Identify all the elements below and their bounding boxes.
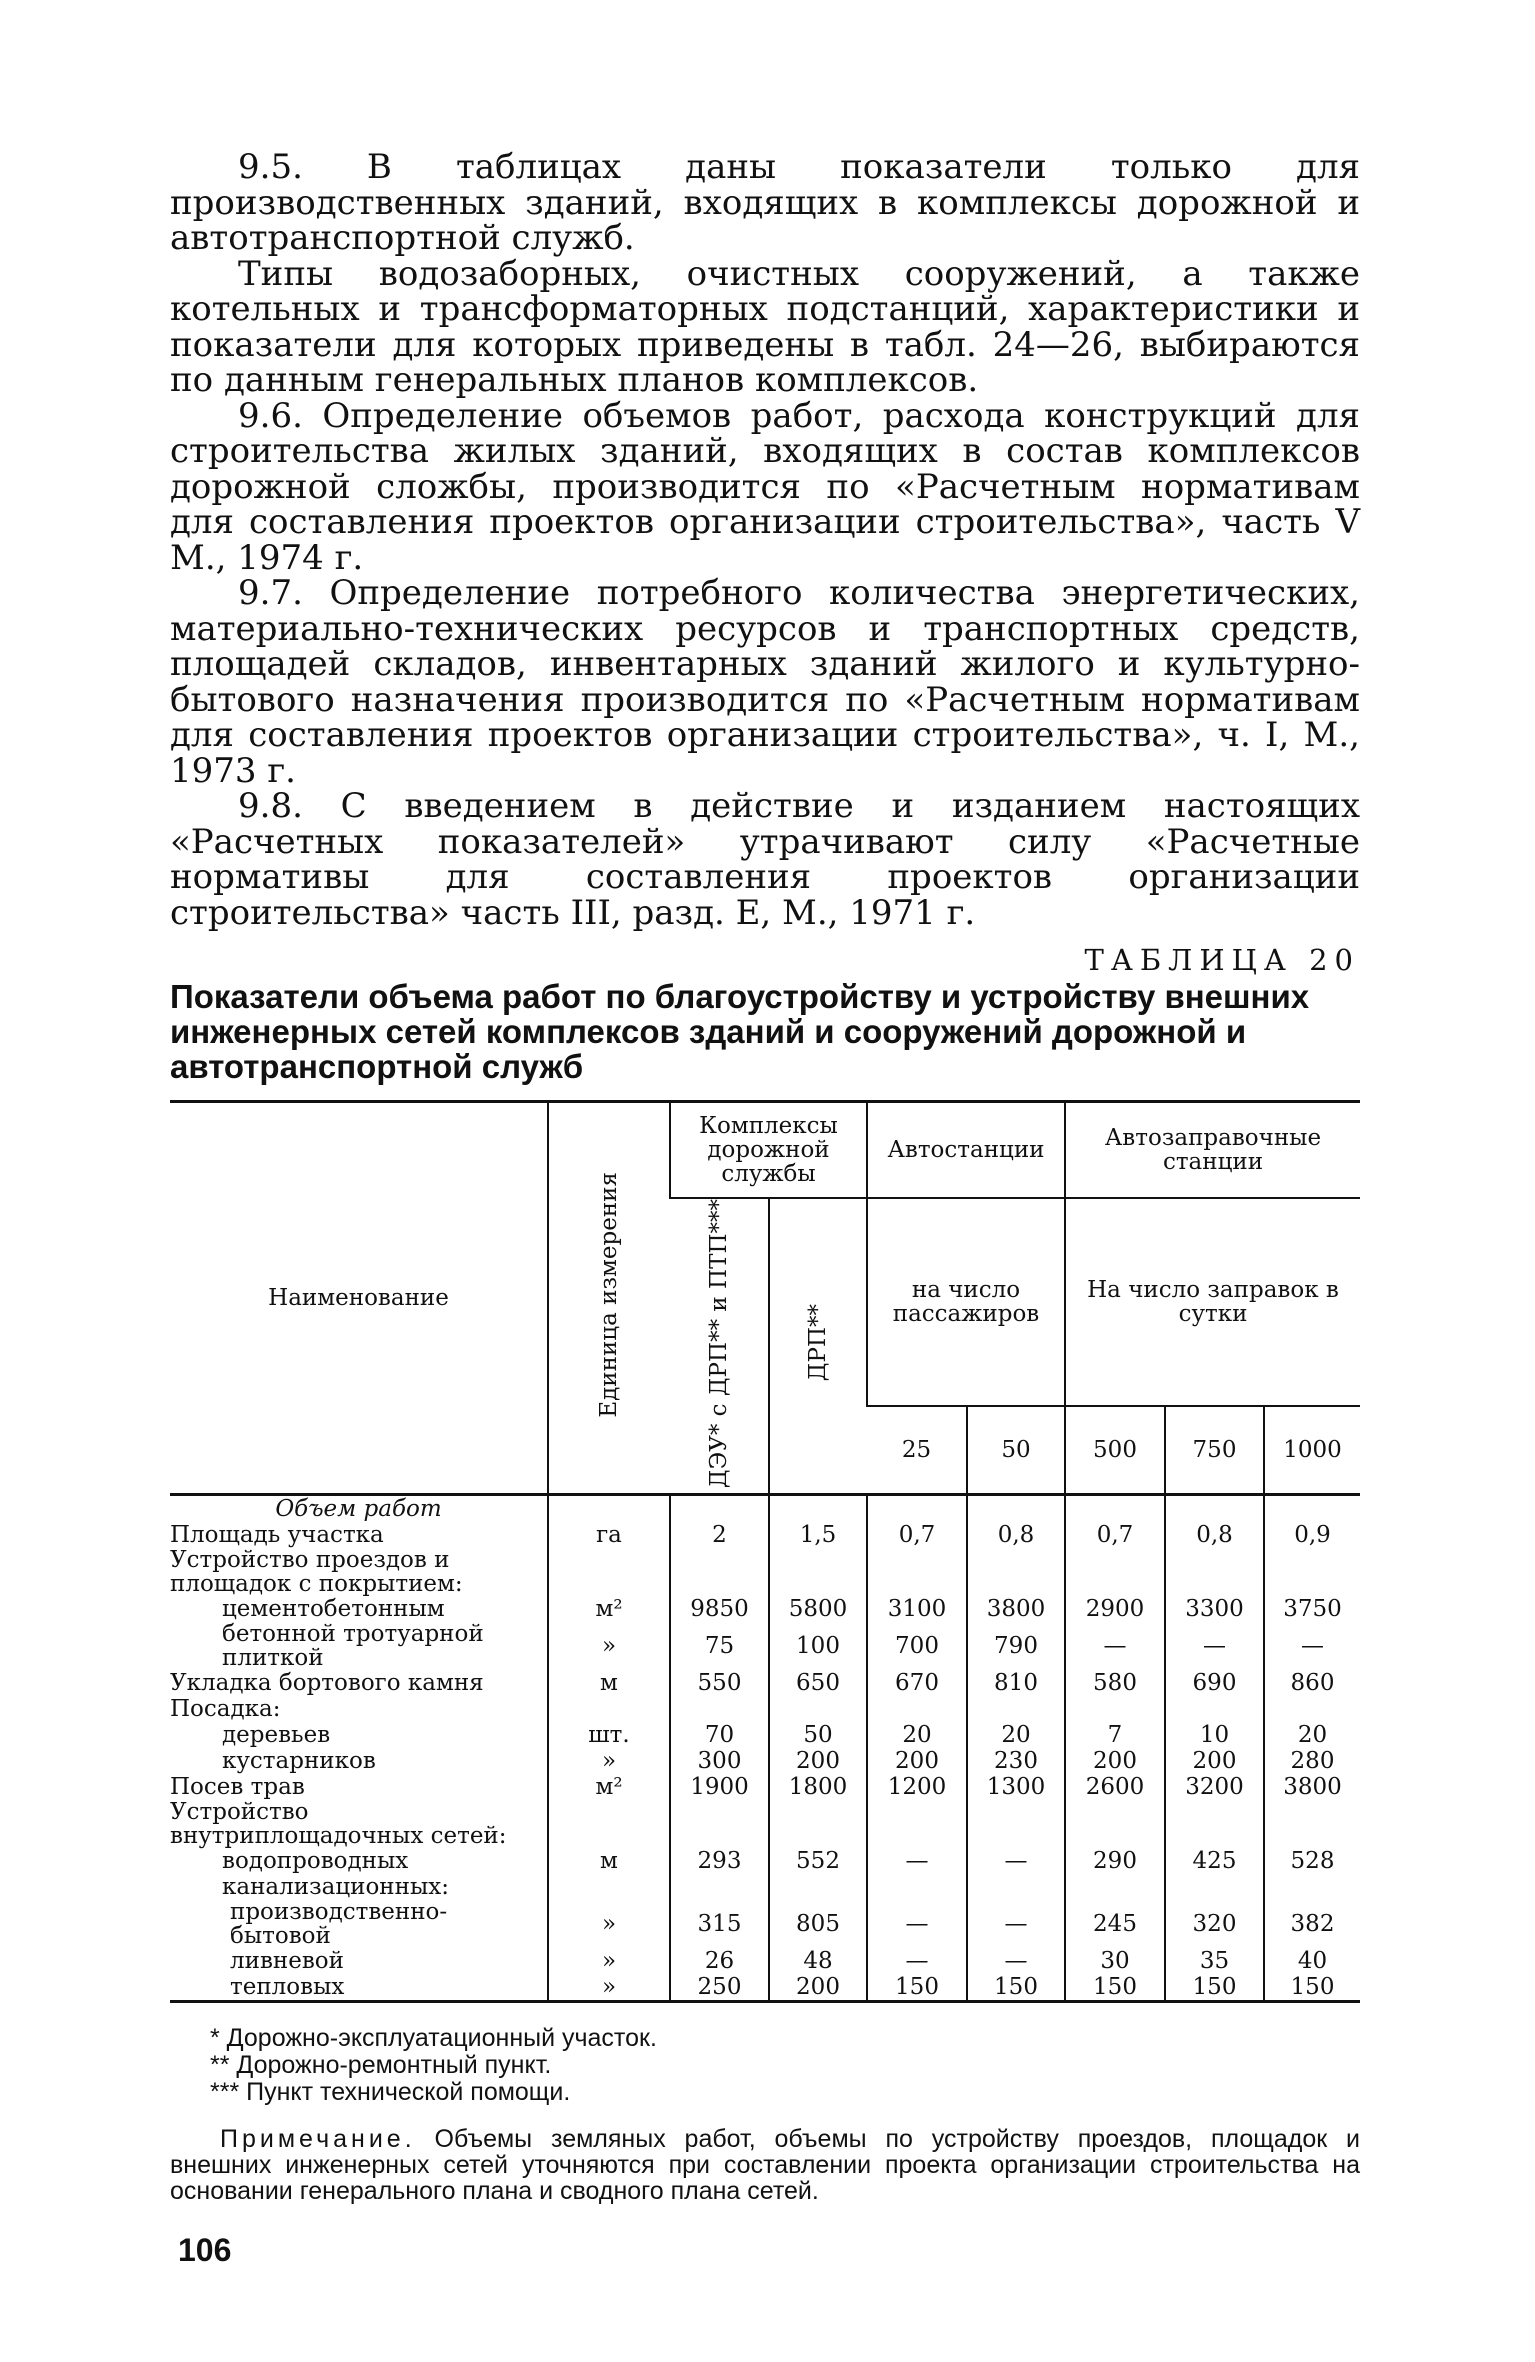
row-value: 1300 xyxy=(967,1774,1065,1800)
row-value: 790 xyxy=(967,1622,1065,1670)
row-value: 0,9 xyxy=(1264,1522,1360,1548)
table-label: ТАБЛИЦА 20 xyxy=(1084,943,1360,977)
row-value: 26 xyxy=(670,1948,769,1974)
row-value: 9850 xyxy=(670,1596,769,1622)
row-value: 280 xyxy=(1264,1748,1360,1774)
row-value: — xyxy=(967,1848,1065,1874)
row-name: бетонной тротуарной плиткой xyxy=(222,1620,484,1671)
row-unit xyxy=(548,1548,670,1596)
row-value xyxy=(867,1548,967,1596)
row-value: 1200 xyxy=(867,1774,967,1800)
row-value: 2 xyxy=(670,1522,769,1548)
row-value: 30 xyxy=(1065,1948,1165,1974)
paragraph-9-8: 9.8. С введением в действие и изданием настоящих «Расчетных показателей» утрачивают силу «Расчетные нормативы для составления проектов организации строительства» часть III, разд. Е, М., 1971 г. xyxy=(170,786,1360,933)
row-value: 670 xyxy=(867,1670,967,1696)
row-value: 0,7 xyxy=(867,1522,967,1548)
row-name: водопроводных xyxy=(222,1847,409,1874)
row-value xyxy=(967,1548,1065,1596)
row-value xyxy=(1065,1874,1165,1900)
footnote-1: * Дорожно-эксплуатационный участок. xyxy=(210,2023,657,2052)
row-value: 1900 xyxy=(670,1774,769,1800)
row-value: — xyxy=(1264,1622,1360,1670)
row-unit: м² xyxy=(548,1596,670,1622)
row-name: Устройство проездов и площадок с покрытием: xyxy=(170,1546,463,1597)
row-value: 20 xyxy=(967,1722,1065,1748)
row-value: 200 xyxy=(769,1748,867,1774)
row-value: 75 xyxy=(670,1622,769,1670)
page-body xyxy=(170,147,1360,2269)
data-table xyxy=(170,1100,1360,2003)
paragraph-types: Типы водозаборных, очистных сооружений, а также котельных и трансформаторных подстанций, характеристики и показатели для которых приведены в табл. 24—26, выбираются по данным генеральных планов комплексов. xyxy=(170,253,1360,400)
row-unit: м² xyxy=(548,1774,670,1800)
table-row xyxy=(170,1800,1360,1848)
row-name: тепловых xyxy=(230,1973,345,2000)
table-row xyxy=(170,1874,1360,1900)
header-unit-text: Единица измерения xyxy=(596,1172,622,1419)
row-value: 580 xyxy=(1065,1670,1165,1696)
row-value: 20 xyxy=(1264,1722,1360,1748)
section-row xyxy=(170,1494,1360,1522)
footnote-2: ** Дорожно-ремонтный пункт. xyxy=(210,2050,552,2079)
row-value: 320 xyxy=(1165,1900,1264,1948)
header-fuel-sub: На число заправок в сутки xyxy=(1065,1198,1360,1407)
header-road-sub-1-text: ДЭУ* с ДРП** и ПТП*** xyxy=(706,1198,732,1488)
row-value: 150 xyxy=(1264,1974,1360,2002)
row-unit: » xyxy=(548,1900,670,1948)
row-value xyxy=(1264,1548,1360,1596)
table-body xyxy=(170,1494,1360,2001)
row-value xyxy=(867,1696,967,1722)
header-group-fuel: Автозаправочные станции xyxy=(1065,1102,1360,1198)
page-number: 106 xyxy=(178,2231,232,2268)
row-value: 315 xyxy=(670,1900,769,1948)
table-row xyxy=(170,1696,1360,1722)
row-value xyxy=(1065,1548,1165,1596)
row-value: 20 xyxy=(867,1722,967,1748)
row-unit: » xyxy=(548,1948,670,1974)
row-value: 35 xyxy=(1165,1948,1264,1974)
row-value xyxy=(769,1800,867,1848)
row-value: 200 xyxy=(1165,1748,1264,1774)
row-value: 1800 xyxy=(769,1774,867,1800)
table-row xyxy=(170,1548,1360,1596)
row-value: 290 xyxy=(1065,1848,1165,1874)
row-name: канализационных: xyxy=(222,1873,449,1900)
row-value: 0,8 xyxy=(967,1522,1065,1548)
row-name: Устройство внутриплощадочных сетей: xyxy=(170,1798,507,1849)
row-value: — xyxy=(967,1948,1065,1974)
header-group-bus: Автостанции xyxy=(867,1102,1065,1198)
footnote-3: *** Пункт технической помощи. xyxy=(210,2077,571,2106)
row-value: 805 xyxy=(769,1900,867,1948)
row-unit: » xyxy=(548,1622,670,1670)
section-title: Объем работ xyxy=(275,1495,442,1522)
row-value xyxy=(670,1696,769,1722)
header-bus-50: 50 xyxy=(967,1406,1065,1494)
row-value: 0,7 xyxy=(1065,1522,1165,1548)
row-value: — xyxy=(867,1848,967,1874)
row-value: 382 xyxy=(1264,1900,1360,1948)
row-value: 690 xyxy=(1165,1670,1264,1696)
row-value: 552 xyxy=(769,1848,867,1874)
row-value: — xyxy=(967,1900,1065,1948)
note-lead: Примечание. xyxy=(220,2124,416,2153)
row-name: деревьев xyxy=(222,1721,331,1748)
row-value: 860 xyxy=(1264,1670,1360,1696)
note-text: Объемы земляных работ, объемы по устройству проездов, площадок и внешних инженерных сетей уточняются при составлении проекта организации строительства на основании генерального плана и сводного плана сетей. xyxy=(170,2124,1360,2205)
header-fuel-1000: 1000 xyxy=(1264,1406,1360,1494)
row-value xyxy=(967,1800,1065,1848)
row-value: 150 xyxy=(967,1974,1065,2002)
row-value: 2900 xyxy=(1065,1596,1165,1622)
row-value: 70 xyxy=(670,1722,769,1748)
row-value: 3750 xyxy=(1264,1596,1360,1622)
row-value: 48 xyxy=(769,1948,867,1974)
table-row xyxy=(170,1900,1360,1948)
row-unit: шт. xyxy=(548,1722,670,1748)
row-name: ливневой xyxy=(230,1947,344,1974)
paragraph-9-5: 9.5. В таблицах даны показатели только для производственных зданий, входящих в комплексы дорожной и автотранспортной служб. xyxy=(170,147,1360,258)
header-fuel-750: 750 xyxy=(1165,1406,1264,1494)
row-name: Посадка: xyxy=(170,1695,281,1722)
row-name: кустарников xyxy=(222,1747,376,1774)
row-value: 7 xyxy=(1065,1722,1165,1748)
row-value: 650 xyxy=(769,1670,867,1696)
row-value xyxy=(769,1548,867,1596)
row-name: Посев трав xyxy=(170,1773,305,1800)
header-road-sub-2 xyxy=(769,1198,867,1495)
row-value xyxy=(1165,1548,1264,1596)
table-row xyxy=(170,1748,1360,1774)
row-value: 250 xyxy=(670,1974,769,2002)
row-value: 1,5 xyxy=(769,1522,867,1548)
table-row xyxy=(170,1670,1360,1696)
row-unit: га xyxy=(548,1522,670,1548)
footnotes xyxy=(170,2025,1360,2106)
row-value xyxy=(1165,1800,1264,1848)
row-value xyxy=(967,1696,1065,1722)
row-value: 810 xyxy=(967,1670,1065,1696)
table-note xyxy=(170,2126,1360,2204)
table-row xyxy=(170,1596,1360,1622)
header-group-road: Комплексы дорожной службы xyxy=(670,1102,867,1198)
row-unit: » xyxy=(548,1748,670,1774)
row-value: 3800 xyxy=(1264,1774,1360,1800)
row-value xyxy=(1065,1800,1165,1848)
row-value: 3100 xyxy=(867,1596,967,1622)
header-fuel-500: 500 xyxy=(1065,1406,1165,1494)
row-value: 425 xyxy=(1165,1848,1264,1874)
row-value xyxy=(670,1548,769,1596)
row-unit xyxy=(548,1696,670,1722)
row-value xyxy=(1165,1874,1264,1900)
header-road-sub-2-text: ДРП** xyxy=(805,1304,831,1382)
row-unit xyxy=(548,1800,670,1848)
row-value: — xyxy=(1165,1622,1264,1670)
row-value xyxy=(769,1696,867,1722)
row-value: 200 xyxy=(1065,1748,1165,1774)
row-value xyxy=(769,1874,867,1900)
table-row xyxy=(170,1774,1360,1800)
row-value: 3200 xyxy=(1165,1774,1264,1800)
paragraph-9-7: 9.7. Определение потребного количества энергетических, материально-технических ресурсов и транспортных средств, площадей складов, инвентарных зданий жилого и культурно-бытового назначения производится по «Расчетным нормативам для составления проектов организации строительства», ч. I, М., 1973 г. xyxy=(170,573,1360,791)
table-row xyxy=(170,1622,1360,1670)
row-value: 150 xyxy=(867,1974,967,2002)
row-value: — xyxy=(1065,1622,1165,1670)
table-row xyxy=(170,1848,1360,1874)
row-value: 100 xyxy=(769,1622,867,1670)
row-value: — xyxy=(867,1948,967,1974)
row-value: — xyxy=(867,1900,967,1948)
row-value xyxy=(670,1874,769,1900)
row-value: 300 xyxy=(670,1748,769,1774)
row-value xyxy=(867,1874,967,1900)
row-value xyxy=(1264,1800,1360,1848)
row-unit: м xyxy=(548,1670,670,1696)
row-value: 245 xyxy=(1065,1900,1165,1948)
row-value: 200 xyxy=(769,1974,867,2002)
row-value xyxy=(1065,1696,1165,1722)
header-name: Наименование xyxy=(268,1284,449,1311)
row-name: Площадь участка xyxy=(170,1521,384,1548)
row-value: 230 xyxy=(967,1748,1065,1774)
row-value: 5800 xyxy=(769,1596,867,1622)
row-value: 293 xyxy=(670,1848,769,1874)
row-value: 528 xyxy=(1264,1848,1360,1874)
row-value: 0,8 xyxy=(1165,1522,1264,1548)
row-value: 700 xyxy=(867,1622,967,1670)
table-row xyxy=(170,1722,1360,1748)
row-value: 150 xyxy=(1165,1974,1264,2002)
row-value: 40 xyxy=(1264,1948,1360,1974)
row-value xyxy=(670,1800,769,1848)
row-value xyxy=(1264,1696,1360,1722)
row-value xyxy=(967,1874,1065,1900)
row-value: 150 xyxy=(1065,1974,1165,2002)
row-name: Укладка бортового камня xyxy=(170,1669,484,1696)
row-value xyxy=(867,1800,967,1848)
row-value xyxy=(1264,1874,1360,1900)
row-value: 3300 xyxy=(1165,1596,1264,1622)
table-row xyxy=(170,1522,1360,1548)
row-unit xyxy=(548,1874,670,1900)
row-name: производственно-бытовой xyxy=(230,1898,448,1949)
table-caption: Показатели объема работ по благоустройству и устройству внешних инженерных сетей комплексов зданий и сооружений дорожной и автотранспортной служб xyxy=(170,978,1310,1085)
header-bus-sub: на число пассажиров xyxy=(867,1198,1065,1407)
row-name: цементобетонным xyxy=(222,1595,445,1622)
header-road-sub-1 xyxy=(670,1198,769,1495)
row-value: 50 xyxy=(769,1722,867,1748)
table-row xyxy=(170,1948,1360,1974)
row-value: 200 xyxy=(867,1748,967,1774)
header-bus-25: 25 xyxy=(901,1436,932,1463)
row-value: 2600 xyxy=(1065,1774,1165,1800)
row-value: 3800 xyxy=(967,1596,1065,1622)
row-value: 10 xyxy=(1165,1722,1264,1748)
row-unit: » xyxy=(548,1974,670,2002)
row-unit: м xyxy=(548,1848,670,1874)
table-row xyxy=(170,1974,1360,2002)
paragraph-9-6: 9.6. Определение объемов работ, расхода конструкций для строительства жилых зданий, входящих в состав комплексов дорожной сложбы, производится по «Расчетным нормативам для составления проектов организации строительства», часть V М., 1974 г. xyxy=(170,395,1360,578)
header-unit xyxy=(548,1102,670,1495)
row-value xyxy=(1165,1696,1264,1722)
row-value: 550 xyxy=(670,1670,769,1696)
